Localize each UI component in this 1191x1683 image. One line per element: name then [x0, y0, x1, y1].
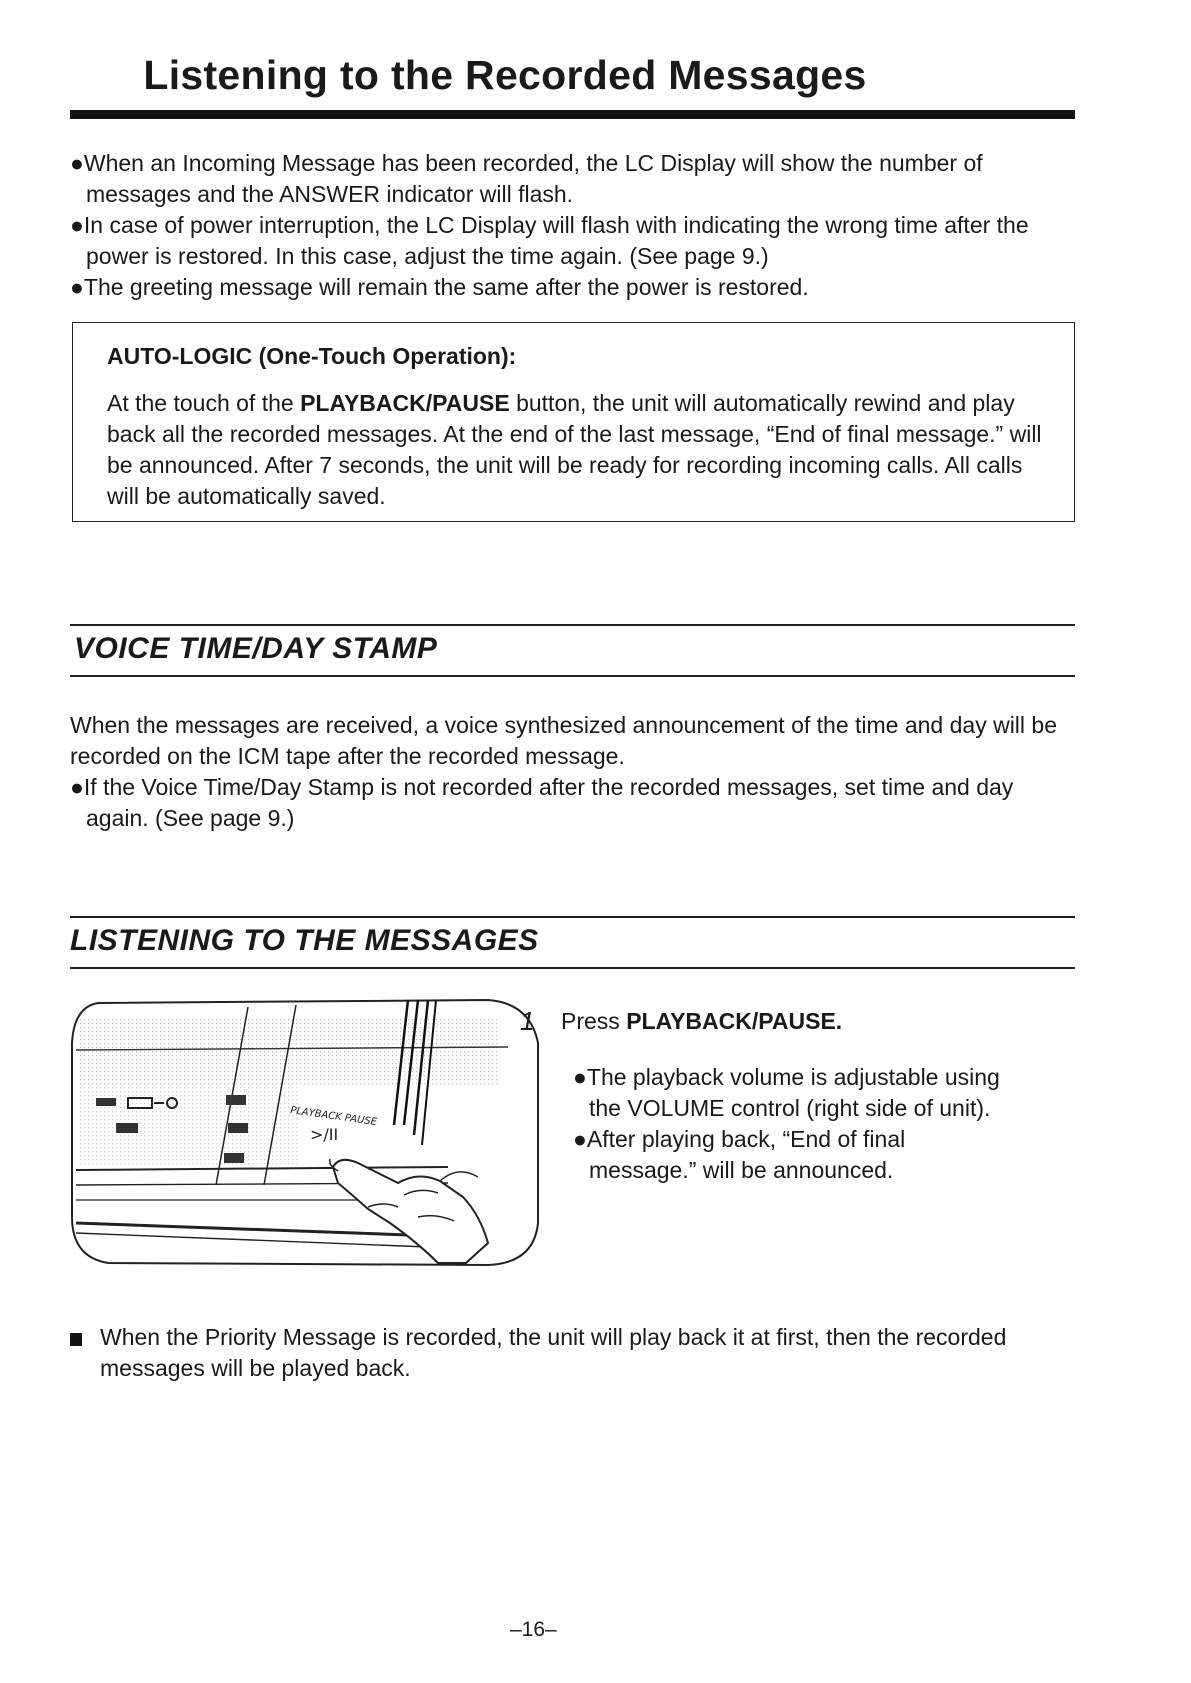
auto-logic-title: AUTO-LOGIC (One-Touch Operation):	[107, 343, 517, 369]
auto-logic-text-after: button, the unit will automatically rewind and play back all the recorded messages. At the end of the last message, “End of final message.” will be announced. After 7 seconds, the unit will be ready for recording incoming calls. All calls will be automatically saved.	[107, 390, 1042, 509]
listening-heading: LISTENING TO THE MESSAGES	[70, 924, 539, 957]
voice-stamp-bullet: ●If the Voice Time/Day Stamp is not recorded after the recorded messages, set time and day again. (See page 9.)	[70, 774, 1014, 831]
step-button-name: PLAYBACK/PAUSE.	[626, 1008, 843, 1034]
page-title: Listening to the Recorded Messages	[143, 52, 867, 98]
step-number: 1	[520, 1006, 535, 1036]
step-bullet: ●The playback volume is adjustable using the VOLUME control (right side of unit).	[573, 1064, 1000, 1121]
answering-machine-drawing	[68, 995, 542, 1270]
step-text: Press	[561, 1008, 627, 1034]
illustration-button-label: PLAYBACK PAUSE	[289, 1105, 378, 1129]
illustration-button-symbol: >/II	[310, 1125, 339, 1144]
title-rule	[70, 110, 1075, 119]
square-bullet-icon	[70, 1333, 82, 1346]
step-bullet: ●After playing back, “End of final message.” will be announced.	[573, 1126, 906, 1183]
section-rule	[70, 967, 1075, 969]
voice-stamp-body	[70, 710, 1070, 834]
intro-bullets	[70, 148, 1070, 303]
auto-logic-text-before: At the touch of the	[107, 390, 301, 416]
auto-logic-button-name: PLAYBACK/PAUSE	[300, 390, 510, 416]
auto-logic-box	[72, 322, 1075, 522]
section-rule	[70, 624, 1075, 626]
answering-machine-illustration	[68, 995, 542, 1270]
section-rule	[70, 916, 1075, 918]
voice-stamp-paragraph: When the messages are received, a voice synthesized announcement of the time and day will be recorded on the ICM tape after the recorded message.	[70, 712, 1058, 769]
priority-note: When the Priority Message is recorded, the unit will play back it at first, then the recorded messages will be played back.	[100, 1324, 1007, 1381]
page-number: –16–	[510, 1618, 557, 1641]
voice-stamp-heading: VOICE TIME/DAY STAMP	[74, 632, 438, 665]
intro-bullet: ●When an Incoming Message has been recorded, the LC Display will show the number of messages and the ANSWER indicator will flash.	[70, 150, 983, 207]
auto-logic-text	[107, 388, 1044, 512]
section-rule	[70, 675, 1075, 677]
step-bullets	[573, 1062, 1013, 1186]
step-instruction	[561, 1006, 842, 1037]
intro-bullet: ●The greeting message will remain the same after the power is restored.	[70, 274, 809, 300]
intro-bullet: ●In case of power interruption, the LC Display will flash with indicating the wrong time after the power is restored. In this case, adjust the time again. (See page 9.)	[70, 212, 1029, 269]
